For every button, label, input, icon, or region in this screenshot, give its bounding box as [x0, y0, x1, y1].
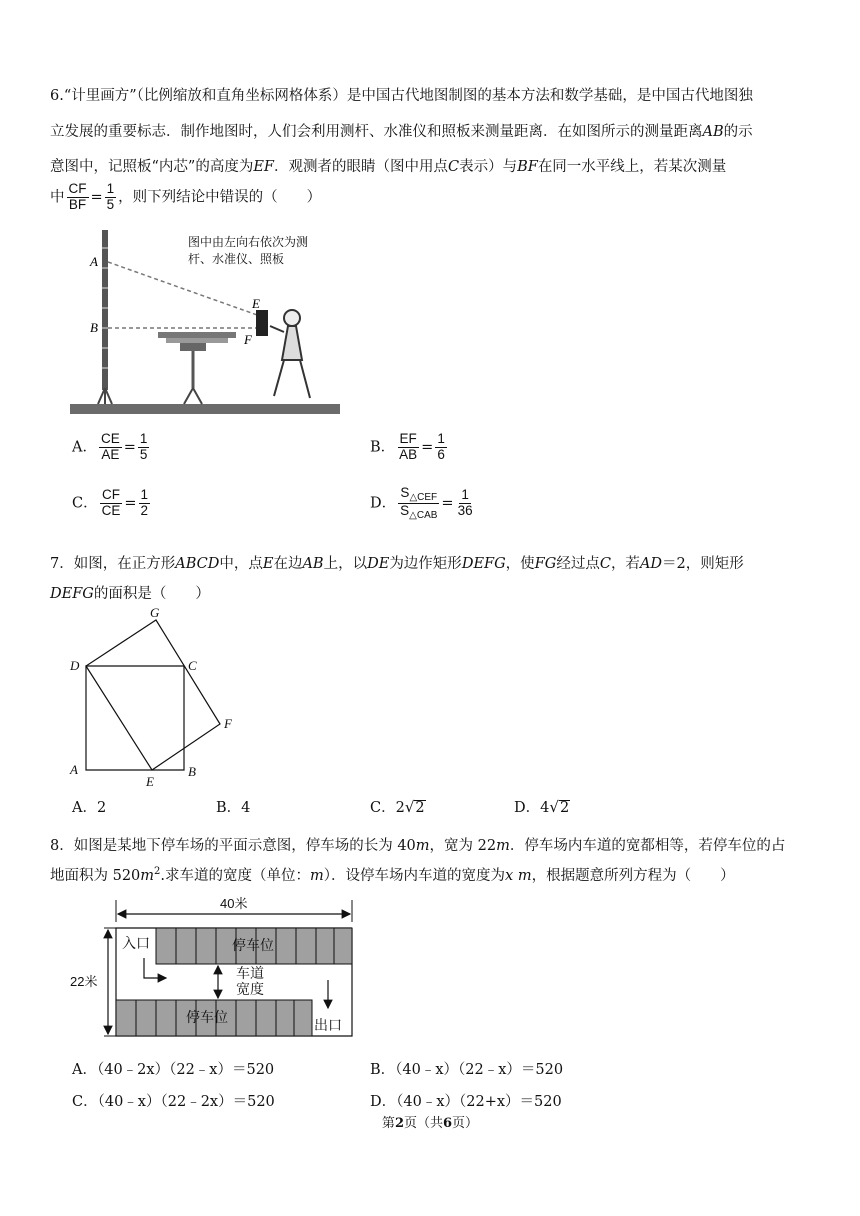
q8-line-1: 8．如图是某地下停车场的平面示意图，停车场的长为 40m，宽为 22m．停车场内车道的宽都相等，若停车位的占	[50, 838, 786, 854]
label-g: G	[150, 605, 160, 620]
rectangle-defg	[86, 620, 220, 770]
square-rectangle-figure	[66, 604, 246, 790]
width-label: 22米	[70, 974, 98, 989]
level-instrument	[158, 332, 236, 404]
label-d: D	[70, 658, 80, 673]
top-parking-label: 停车位	[232, 937, 274, 953]
label-a: A	[90, 254, 98, 269]
q6-line-2: 立发展的重要标志．制作地图时，人们会利用测杆、水准仪和照板来测量距离．在如图所示的测量距离AB的示	[50, 124, 753, 140]
label-c: C	[188, 658, 197, 673]
observer-figure	[270, 310, 310, 398]
measuring-pole	[102, 230, 108, 390]
lane-label-1: 车道	[236, 965, 264, 981]
page-footer: 第2页（共6页）	[381, 1116, 479, 1131]
ground	[70, 404, 340, 414]
q7-line-2: DEFG的面积是（ ）	[50, 586, 210, 602]
surveying-figure	[70, 228, 342, 416]
label-f: F	[244, 332, 252, 347]
q6-option-c[interactable]: C． $\frac{CF}{CE}$ = $\frac{1}{2}$	[72, 487, 149, 518]
label-e: E	[252, 296, 260, 311]
q6-option-a[interactable]: A． $\frac{CE}{AE}$ = $\frac{1}{5}$	[72, 431, 148, 462]
q8-line-2: 地面积为 $520m^2$.求车道的宽度（单位：m）．设停车场内车道的宽度为x m，根据题意所列方程为（ ）	[50, 866, 735, 884]
q8-option-d[interactable]: D．（40﹣x）（22+x）＝520	[370, 1094, 562, 1110]
label-f: F	[224, 716, 232, 731]
q6-option-d[interactable]: D． $\frac{S_{\triangle CEF}}{S_{\triangle CAB}}$ = $\frac{1}{36}$	[370, 485, 473, 521]
q7-option-a[interactable]: A．2	[72, 800, 107, 816]
q8-option-a[interactable]: A．（40﹣2x）（22﹣x）＝520	[72, 1062, 275, 1078]
q6-line-3: 意图中，记照板“内芯”的高度为EF．观测者的眼睛（图中用点C表示）与BF在同一水平线上，若某次测量	[50, 159, 727, 175]
q7-option-d[interactable]: D．4√2	[514, 798, 570, 816]
fraction-cf-bf: $\frac{CF}{BF}$	[68, 181, 87, 212]
q8-option-b[interactable]: B．（40﹣x）（22﹣x）＝520	[370, 1062, 564, 1078]
q6-line-1: 6.“计里画方”（比例缩放和直角坐标网格体系）是中国古代地图制图的基本方法和数学基础，是中国古代地图独	[50, 88, 753, 104]
exit-label: 出口	[314, 1017, 342, 1033]
parking-lot-figure	[70, 892, 360, 1042]
figure-caption-1: 图中由左向右依次为测	[188, 235, 309, 249]
bottom-parking-label: 停车位	[186, 1009, 228, 1025]
length-label: 40米	[220, 896, 248, 911]
entrance-label: 入口	[122, 935, 150, 951]
q6-option-b[interactable]: B． $\frac{EF}{AB}$ = $\frac{1}{6}$	[370, 431, 445, 462]
q7-option-b[interactable]: B．4	[216, 800, 251, 816]
sighting-board	[256, 310, 268, 336]
sight-line-a	[108, 262, 260, 316]
q6-line-4: 中 $\frac{CF}{BF}$ = $\frac{1}{5}$ ，则下列结论中错误的（ ）	[50, 181, 322, 212]
q7-line-1: 7．如图，在正方形ABCD中，点E在边AB上，以DE为边作矩形DEFG，使FG经过点C，若AD＝2，则矩形	[50, 556, 744, 572]
label-b: B	[90, 320, 98, 335]
label-e: E	[146, 774, 154, 789]
label-a: A	[70, 762, 78, 777]
square-abcd	[86, 666, 184, 770]
lane-label-2: 宽度	[236, 981, 264, 997]
q8-option-c[interactable]: C．（40﹣x）（22﹣2x）＝520	[72, 1094, 275, 1110]
fraction-one-fifth: $\frac{1}{5}$	[106, 181, 115, 212]
q7-option-c[interactable]: C．2√2	[370, 798, 425, 816]
figure-caption-2: 杆、水准仪、照板	[188, 252, 285, 266]
label-b: B	[188, 764, 196, 779]
